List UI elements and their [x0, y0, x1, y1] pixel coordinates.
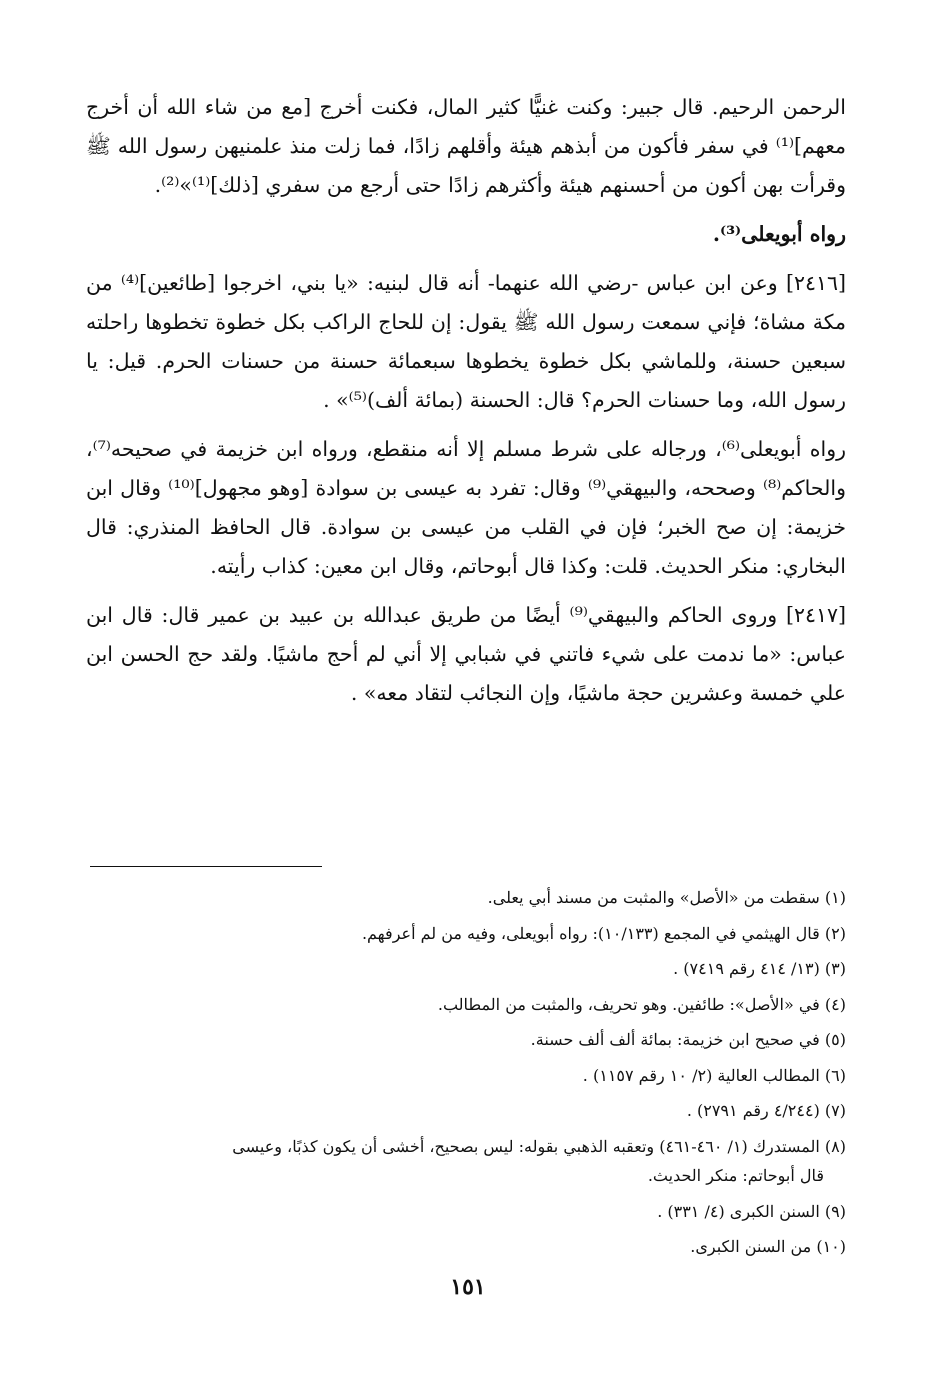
footnote-1: (١) سقطت من «الأصل» والمثبت من مسند أبي يعلى. [487, 888, 846, 907]
footnote-5: (٥) في صحيح ابن خزيمة: بمائة ألف ألف حسنة. [530, 1030, 846, 1049]
footnote-6: (٦) المطالب العالية (٢/ ١٠ رقم ١١٥٧) . [582, 1065, 846, 1085]
paragraph-takhrij: رواه أبويعلى⁽⁶⁾، ورجاله على شرط مسلم إلا أنه منقطع، ورواه ابن خزيمة في صحيحه⁽⁷⁾، والحاكم⁽⁸⁾ وصححه، والبيهقي⁽⁹⁾ وقال: تفرد به عيسى بن سوادة [وهو مجهول]⁽¹⁰⁾ وقال ابن خزيمة: إن صح الخبر؛ فإن في القلب من عيسى بن سوادة. قال الحافظ المنذري: قال البخاري: منكر الحديث. قلت: وكذا قال أبوحاتم، وقال ابن معين: كذاب رأيته. [86, 437, 847, 578]
footnote-4: (٤) في «الأصل»: طائفين. وهو تحريف، والمثبت من المطالب. [437, 994, 846, 1014]
page-number: ١٥١ [450, 1274, 486, 1300]
footnote-9: (٩) السنن الكبرى (٤/ ٣٣١) . [657, 1201, 846, 1221]
paragraph-source-abu-yala: رواه أبويعلى⁽³⁾. [712, 222, 846, 246]
footnote-8: (٨) المستدرك (١/ ٤٦٠-٤٦١) وتعقبه الذهبي بقوله: ليس بصحيح، أخشى أن يكون كذبًا، وعيسى [232, 1136, 846, 1156]
paragraph-hadith-2416: [٢٤١٦] وعن ابن عباس -رضي الله عنهما- أنه قال لبنيه: «يا بني، اخرجوا [طائعين]⁽⁴⁾ من مكة مشاة؛ فإني سمعت رسول الله ﷺ يقول: إن للحاج الراكب بكل خطوة تخطوها راحلته سبعين حسنة، وللماشي بكل خطوة يخطوها سبعمائة حسنة من حسنات الحرم. قيل: يا رسول الله، وما حسنات الحرم؟ قال: الحسنة (بمائة ألف)⁽⁵⁾» . [86, 271, 847, 412]
footnotes [86, 880, 846, 1265]
footnote-7: (٧) (٤/٢٤٤ رقم ٢٧٩١) . [686, 1101, 846, 1120]
footnote-10: (١٠) من السنن الكبرى. [690, 1237, 846, 1256]
footnote-3: (٣) (١٣/ ٤١٤ رقم ٧٤١٩) . [673, 959, 846, 978]
footnote-divider [90, 866, 322, 867]
footnote-2: (٢) قال الهيثمي في المجمع (١٠/١٣٣): رواه أبويعلى، وفيه من لم أعرفهم. [361, 923, 846, 943]
main-text [86, 88, 846, 723]
footnote-8-continuation: قال أبوحاتم: منكر الحديث. [647, 1166, 824, 1185]
paragraph-hadith-continuation: الرحمن الرحيم. قال جبير: وكنت غنيًّا كثير المال، فكنت أخرج [مع من شاء الله أن أخرج معهم]⁽¹⁾ في سفر فأكون من أبذهم هيئة وأقلهم زادًا، فما زلت منذ علمنيهن رسول الله ﷺ وقرأت بهن أكون من أحسنهم هيئة وأكثرهم زادًا حتى أرجع من سفري [ذلك]⁽¹⁾»⁽²⁾. [86, 95, 846, 197]
paragraph-hadith-2417: [٢٤١٧] وروى الحاكم والبيهقي⁽⁹⁾ أيضًا من طريق عبدالله بن عبيد بن عمير قال: قال ابن عباس: «ما ندمت على شيء فاتني في شبابي إلا أني لم أحج ماشيًا. ولقد حج الحسن ابن علي خمسة وعشرين حجة ماشيًا، وإن النجائب لتقاد معه» . [86, 603, 846, 705]
